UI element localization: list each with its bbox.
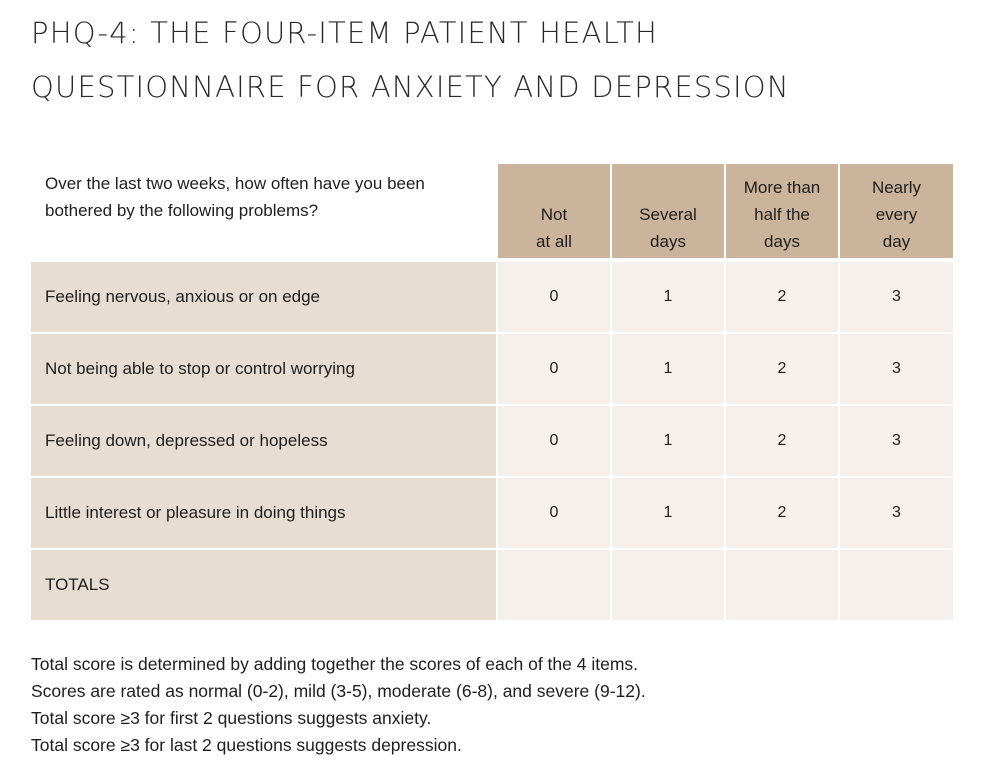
score-option-cell[interactable]: 1 (611, 477, 725, 549)
total-input-nearly-every-day[interactable] (839, 549, 953, 620)
question-cell: Feeling nervous, anxious or on edge (31, 260, 497, 333)
score-option-cell[interactable]: 0 (497, 260, 611, 333)
note-line: Total score is determined by adding together the scores of each of the 4 items. (31, 654, 639, 674)
option-header-not-at-all (497, 164, 611, 260)
note-line: Scores are rated as normal (0-2), mild (3-5), moderate (6-8), and severe (9-12). (31, 681, 646, 701)
table-row (31, 260, 953, 333)
score-option-cell[interactable]: 2 (725, 333, 839, 405)
table-row (31, 333, 953, 405)
option-header-line: More than (743, 178, 821, 197)
score-option-cell[interactable]: 2 (725, 260, 839, 333)
scoring-notes (31, 651, 931, 759)
total-input-more-than-half[interactable] (725, 549, 839, 620)
totals-row (31, 549, 953, 620)
score-option-cell[interactable]: 0 (497, 405, 611, 477)
option-header-line: days (764, 232, 800, 251)
option-header-line: Not (540, 205, 568, 224)
option-header-several-days (611, 164, 725, 260)
option-header-line: every (875, 205, 918, 224)
note-line: Total score ≥3 for last 2 questions suggests depression. (31, 735, 462, 755)
score-option-cell[interactable]: 0 (497, 333, 611, 405)
question-header-line-1: Over the last two weeks, how often have you been (45, 174, 425, 193)
option-header-line: half the (754, 205, 810, 224)
question-header-line-2: bothered by the following problems? (45, 201, 319, 220)
score-option-cell[interactable]: 3 (839, 477, 953, 549)
question-cell: Feeling down, depressed or hopeless (31, 405, 497, 477)
score-option-cell[interactable]: 1 (611, 260, 725, 333)
option-header-line: day (882, 232, 911, 251)
note-line: Total score ≥3 for first 2 questions suggests anxiety. (31, 708, 432, 728)
title-line-2: QUESTIONNAIRE FOR ANXIETY AND DEPRESSION (31, 70, 790, 104)
option-header-line: Nearly (871, 178, 922, 197)
header-row (31, 164, 953, 260)
table-row (31, 405, 953, 477)
totals-label: TOTALS (31, 549, 497, 620)
score-option-cell[interactable]: 3 (839, 260, 953, 333)
table-row (31, 477, 953, 549)
page-title (31, 6, 971, 114)
score-option-cell[interactable]: 2 (725, 405, 839, 477)
option-header-line: Several (639, 205, 697, 224)
question-header (31, 164, 497, 260)
score-option-cell[interactable]: 3 (839, 333, 953, 405)
option-header-line: days (650, 232, 686, 251)
phq4-table (31, 164, 953, 620)
title-line-1: PHQ-4: THE FOUR-ITEM PATIENT HEALTH (31, 16, 658, 50)
option-header-nearly-every-day (839, 164, 953, 260)
score-option-cell[interactable]: 1 (611, 405, 725, 477)
option-header-more-than-half (725, 164, 839, 260)
score-option-cell[interactable]: 3 (839, 405, 953, 477)
score-option-cell[interactable]: 0 (497, 477, 611, 549)
total-input-several-days[interactable] (611, 549, 725, 620)
question-cell: Not being able to stop or control worrying (31, 333, 497, 405)
option-header-line: at all (536, 232, 572, 251)
score-option-cell[interactable]: 1 (611, 333, 725, 405)
question-cell: Little interest or pleasure in doing things (31, 477, 497, 549)
score-option-cell[interactable]: 2 (725, 477, 839, 549)
total-input-not-at-all[interactable] (497, 549, 611, 620)
